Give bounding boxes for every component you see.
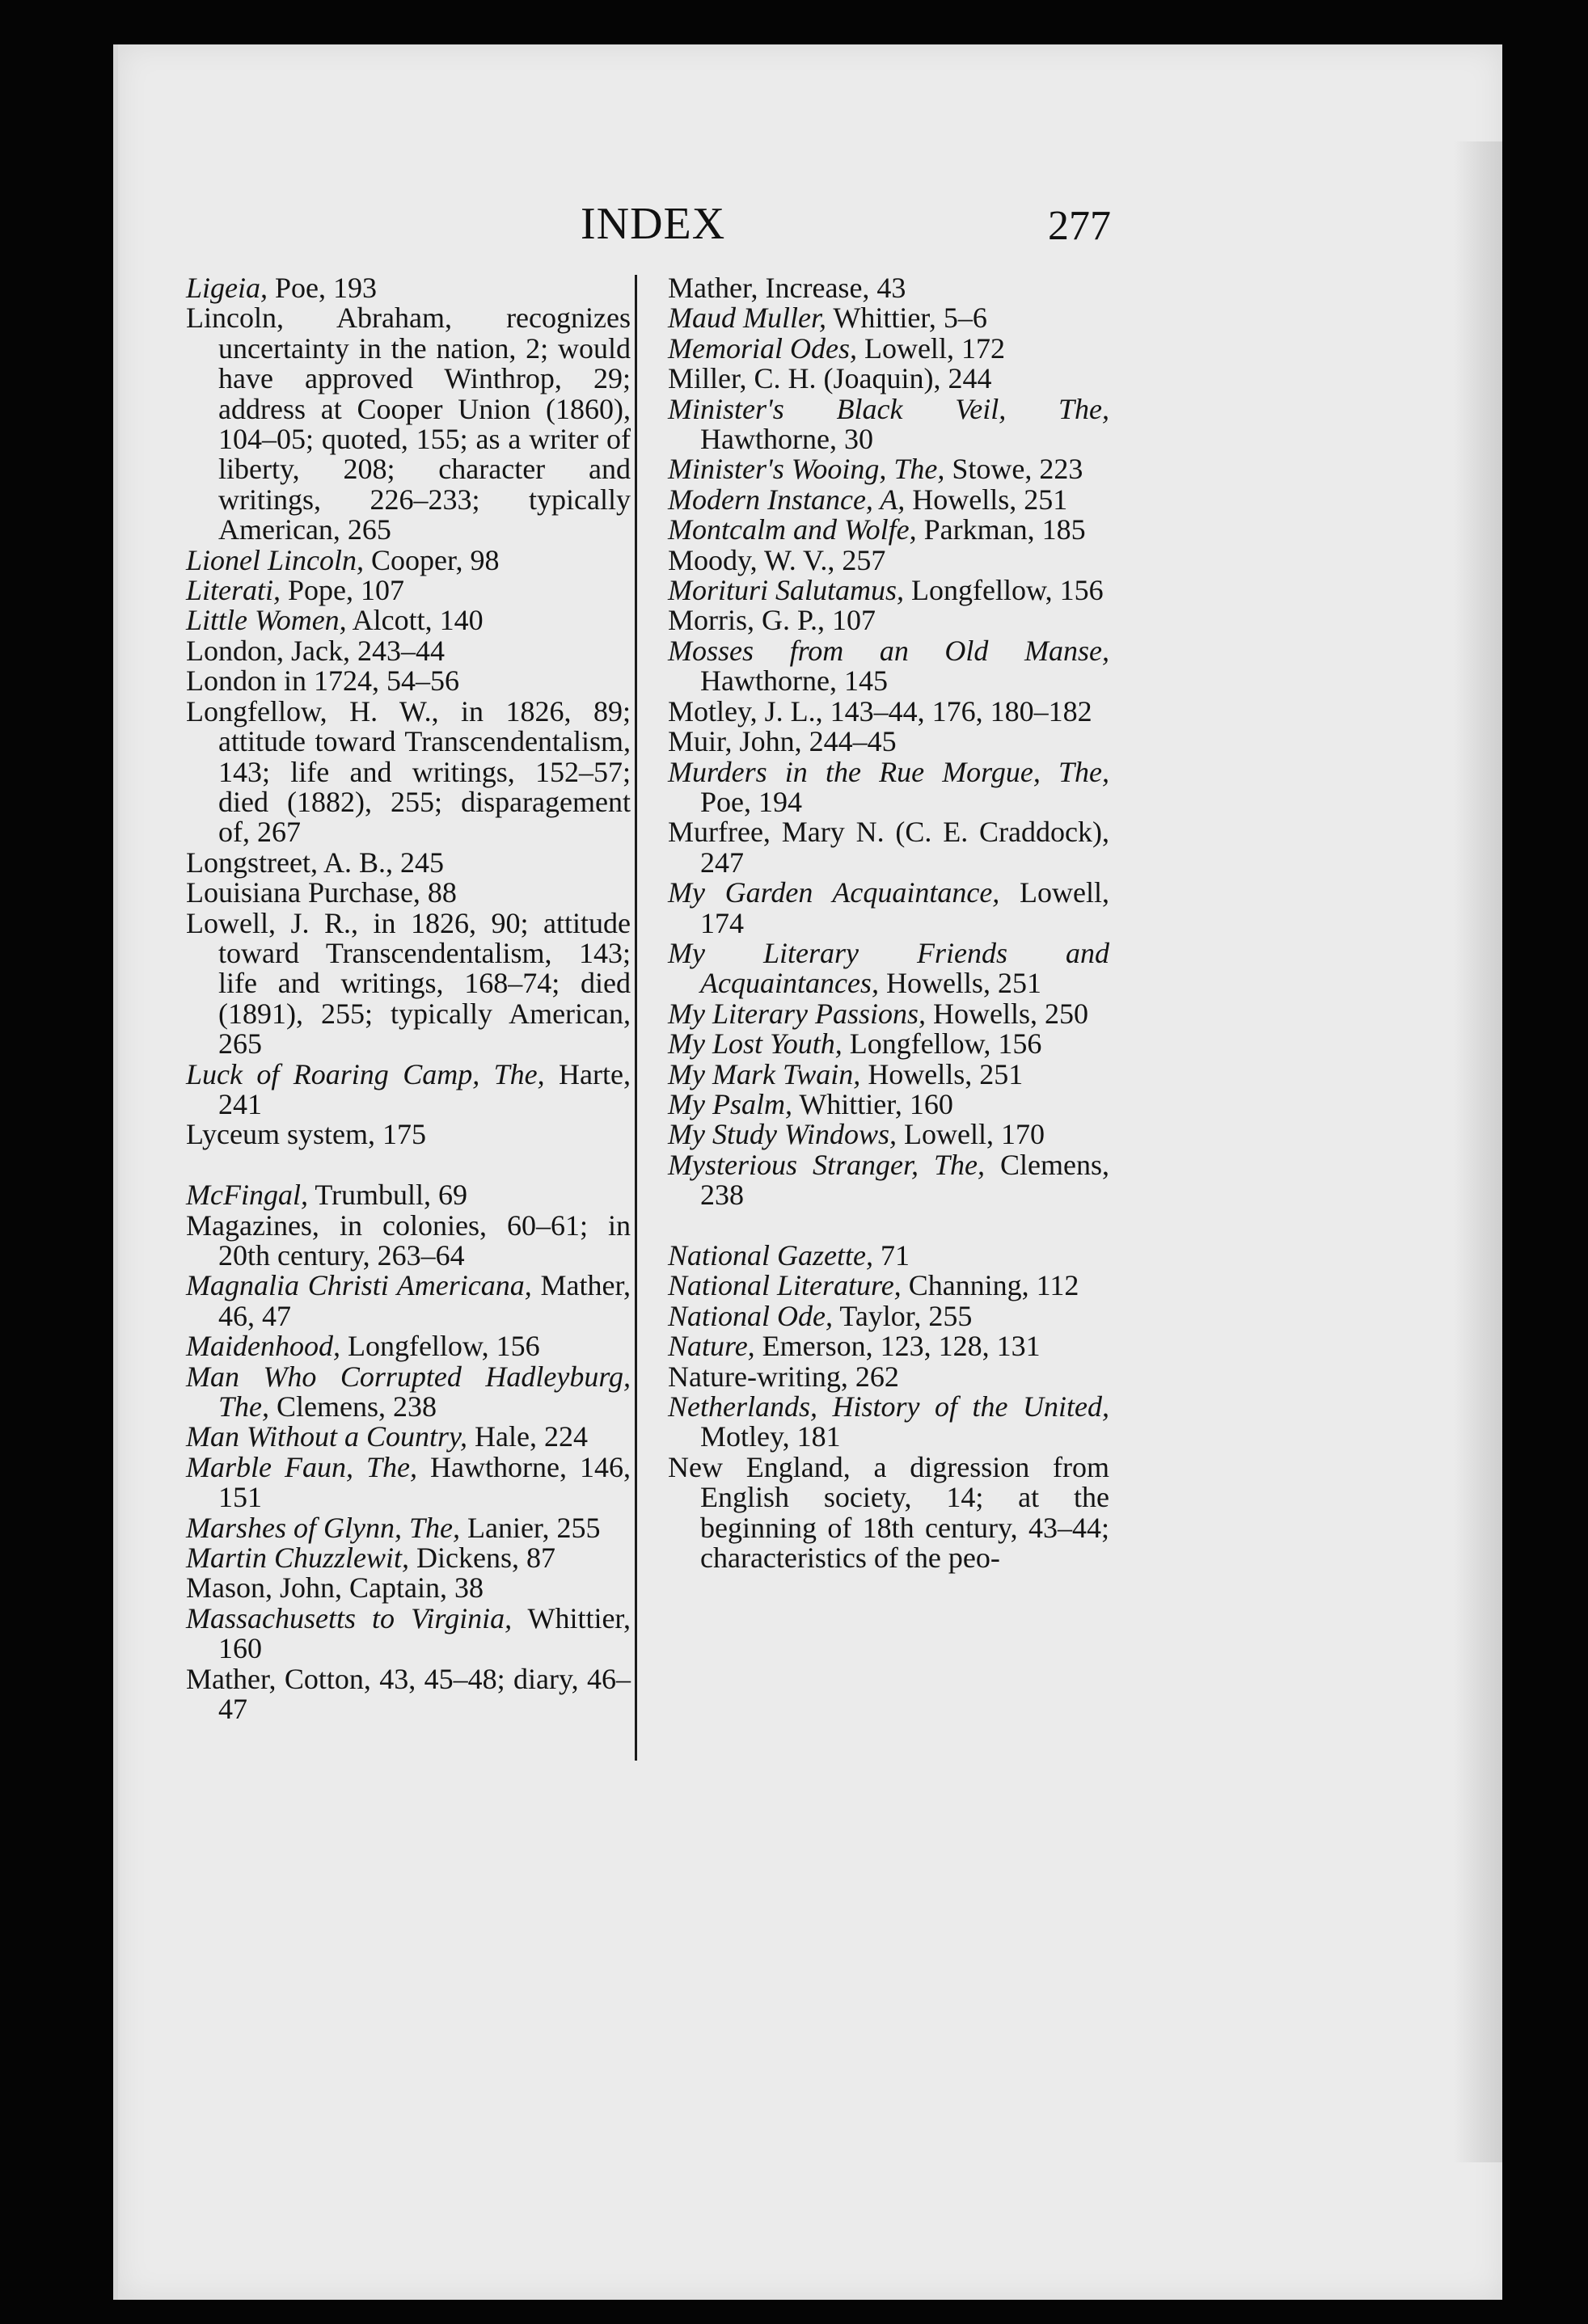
entry-text: Lowell, J. R., in 1826, 90; attitude toward Transcendentalism, 143; life and writings, 168–74; died (1891), 255; typically American, 265 [186, 906, 631, 1061]
entry-text: Whittier, 160 [218, 1601, 631, 1665]
entry-text: Hawthorne, 145 [700, 664, 888, 698]
entry-title: My Literary Passions, [668, 997, 926, 1030]
index-column-left [186, 273, 631, 1724]
entry-text: Stowe, 223 [944, 453, 1083, 486]
entry-title: My Garden Acquaintance, [668, 876, 1000, 909]
entry-text: Lowell, 172 [856, 331, 1005, 365]
index-entry [186, 1331, 631, 1361]
entry-text: 71 [873, 1238, 910, 1272]
index-entry [186, 1057, 631, 1120]
index-entry [186, 1573, 631, 1603]
entry-text: Mason, John, Captain, 38 [186, 1571, 484, 1605]
entry-text: Dickens, 87 [409, 1542, 555, 1575]
entry-text: Emerson, 123, 128, 131 [754, 1330, 1041, 1363]
entry-title: Literati, [186, 574, 281, 607]
index-entry [186, 1422, 631, 1452]
index-entry [668, 1150, 1109, 1211]
entry-title: Netherlands, History of the United, [668, 1390, 1109, 1424]
entry-title: Little Women, [186, 604, 347, 637]
entry-text: Howells, 251 [878, 967, 1041, 1000]
entry-title: My Literary Friends and Acquaintances, [668, 936, 1109, 1000]
index-entry [186, 1664, 631, 1725]
entry-text: Mather, Increase, 43 [668, 272, 906, 304]
entry-text: Harte, 241 [218, 1057, 631, 1120]
index-entry [668, 1087, 1109, 1120]
entry-title: My Lost Youth, [668, 1027, 843, 1061]
entry-text: Channing, 112 [901, 1269, 1079, 1302]
section-gap [186, 1150, 631, 1180]
entry-text: Muir, John, 244–45 [668, 725, 897, 758]
index-entry [186, 605, 631, 635]
entry-title: McFingal, [186, 1179, 308, 1212]
index-entry [668, 485, 1109, 515]
index-entry [668, 938, 1109, 999]
entry-title: My Psalm, [668, 1087, 792, 1120]
index-entry [668, 1392, 1109, 1453]
entry-title: My Study Windows, [668, 1118, 897, 1151]
index-entry [668, 1029, 1109, 1059]
entry-title: My Mark Twain, [668, 1057, 861, 1090]
entry-text: Longfellow, 156 [904, 574, 1104, 607]
entry-text: Howells, 251 [860, 1057, 1024, 1090]
column-divider [635, 275, 637, 1761]
entry-text: Pope, 107 [281, 574, 405, 607]
index-entry [668, 303, 1109, 333]
index-entry [186, 1543, 631, 1573]
index-entry [186, 576, 631, 605]
entry-title: Minister's Black Veil, The, [668, 392, 1109, 425]
index-entry [668, 1331, 1109, 1361]
index-entry [186, 878, 631, 908]
entry-title: Lionel Lincoln, [186, 543, 365, 576]
entry-text: Hawthorne, 146, 151 [218, 1450, 631, 1514]
entry-title: National Gazette, [668, 1238, 873, 1272]
entry-text: Clemens, 238 [269, 1390, 437, 1424]
entry-text: Lowell, 170 [896, 1118, 1045, 1151]
entry-text: Murfree, Mary N. (C. E. Craddock), 247 [668, 816, 1109, 879]
index-entry [186, 694, 631, 849]
entry-title: Man Without a Country, [186, 1420, 468, 1453]
index-entry [668, 757, 1109, 818]
index-entry [186, 636, 631, 666]
index-entry [186, 666, 631, 696]
entry-title: Martin Chuzzlewit, [186, 1542, 410, 1575]
entry-text: Mather, Cotton, 43, 45–48; diary, 46–47 [186, 1662, 631, 1726]
entry-text: Magazines, in colonies, 60–61; in 20th century, 263–64 [186, 1208, 631, 1272]
section-gap [668, 1211, 1109, 1241]
entry-title: Massachusetts to Virginia, [186, 1601, 513, 1634]
index-entry [186, 1513, 631, 1543]
index-entry [186, 1120, 631, 1149]
index-entry [186, 543, 631, 576]
index-entry [668, 273, 1109, 303]
entry-title: Montcalm and Wolfe, [668, 513, 917, 546]
index-entry [668, 727, 1109, 757]
index-entry [668, 454, 1109, 484]
entry-title: Modern Instance, A, [668, 483, 906, 516]
page-number: 277 [1048, 203, 1111, 249]
entry-title: Marshes of Glynn, The, [186, 1511, 460, 1544]
index-entry [186, 1450, 631, 1514]
index-entry [668, 694, 1109, 728]
index-entry [186, 906, 631, 1061]
entry-text: Longstreet, A. B., 245 [186, 846, 444, 879]
entry-text: Motley, 181 [700, 1420, 841, 1453]
index-entry [186, 1601, 631, 1665]
index-column-right [668, 273, 1109, 1573]
index-entry [668, 817, 1109, 878]
index-entry [668, 878, 1109, 938]
index-entry [668, 331, 1109, 365]
entry-text: Parkman, 185 [916, 513, 1086, 546]
entry-text: Hale, 224 [467, 1420, 588, 1453]
entry-text: Louisiana Purchase, 88 [186, 876, 457, 909]
index-entry [186, 1208, 631, 1272]
entry-text: Mather, 46, 47 [218, 1269, 631, 1332]
entry-title: Man Who Corrupted Hadleyburg, The, [186, 1360, 631, 1424]
entry-text: Longfellow, H. W., in 1826, 89; attitude toward Transcendentalism, 143; life and writings, 152–57; died (1882), 255; disparagement of, 267 [186, 694, 631, 849]
index-entry [668, 636, 1109, 697]
entry-text: Moody, W. V., 257 [668, 543, 886, 576]
entry-text: Longfellow, 156 [340, 1330, 540, 1363]
entry-title: Luck of Roaring Camp, The, [186, 1057, 545, 1090]
index-entry [668, 1238, 1109, 1272]
entry-text: Poe, 193 [268, 272, 378, 304]
entry-text: Hawthorne, 30 [700, 423, 873, 456]
entry-text: Alcott, 140 [346, 604, 484, 637]
entry-title: Ligeia, [186, 272, 268, 304]
entry-title: National Ode, [668, 1299, 833, 1332]
index-entry [668, 1301, 1109, 1331]
entry-title: Maidenhood, [186, 1330, 340, 1363]
index-entry [186, 273, 631, 303]
index-entry [668, 515, 1109, 545]
entry-text: Whittier, 5–6 [826, 302, 987, 335]
entry-title: National Literature, [668, 1269, 902, 1302]
entry-text: Lanier, 255 [459, 1511, 601, 1544]
entry-text: Clemens, 238 [700, 1148, 1109, 1212]
index-entry [186, 848, 631, 878]
index-entry [186, 303, 631, 545]
index-entry [668, 1271, 1109, 1301]
entry-title: Marble Faun, The, [186, 1450, 418, 1483]
index-entry [668, 1362, 1109, 1392]
entry-text: New England, a digression from English society, 14; at the beginning of 18th century, 43–44; characteristics of the peo- [668, 1450, 1109, 1575]
index-entry [668, 576, 1109, 605]
entry-text: Miller, C. H. (Joaquin), 244 [668, 362, 992, 395]
page-edge-shadow [1454, 141, 1502, 2162]
entry-text: Lincoln, Abraham, recognizes uncertainty in the nation, 2; would have approved Winthrop, 29; address at Cooper Union (1860), 104–05; quoted, 155; as a writer of liberty, 208; character and writings, 226–233; typically American, 265 [186, 302, 631, 546]
index-entry [668, 1120, 1109, 1149]
entry-title: Minister's Wooing, The, [668, 453, 945, 486]
running-head: INDEX [581, 199, 726, 249]
index-entry [668, 543, 1109, 576]
index-entry [186, 1271, 631, 1331]
entry-title: Maud Muller, [668, 302, 826, 335]
entry-text: Trumbull, 69 [307, 1179, 468, 1212]
entry-text: Cooper, 98 [364, 543, 500, 576]
entry-text: London, Jack, 243–44 [186, 634, 445, 667]
entry-title: Murders in the Rue Morgue, The, [668, 755, 1109, 788]
index-entry [668, 1450, 1109, 1575]
entry-text: London in 1724, 54–56 [186, 664, 459, 698]
entry-text: Morris, G. P., 107 [668, 604, 876, 637]
index-entry [668, 364, 1109, 394]
entry-text: Lyceum system, 175 [186, 1118, 426, 1151]
entry-text: Whittier, 160 [792, 1087, 953, 1120]
entry-title: Morituri Salutamus, [668, 574, 905, 607]
entry-title: Mosses from an Old Manse, [668, 634, 1109, 667]
entry-text: Nature-writing, 262 [668, 1360, 899, 1393]
index-entry [668, 1057, 1109, 1090]
entry-title: Memorial Odes, [668, 331, 857, 365]
index-entry [668, 394, 1109, 455]
entry-text: Lowell, 174 [700, 876, 1109, 939]
entry-title: Magnalia Christi Americana, [186, 1269, 532, 1302]
index-entry [668, 605, 1109, 635]
entry-title: Mysterious Stranger, The, [668, 1148, 985, 1181]
entry-text: Howells, 251 [905, 483, 1068, 516]
index-entry [186, 1362, 631, 1423]
entry-title: Nature, [668, 1330, 755, 1363]
entry-text: Longfellow, 156 [842, 1027, 1042, 1061]
entry-text: Poe, 194 [700, 785, 802, 818]
entry-text: Taylor, 255 [833, 1299, 973, 1332]
index-entry [668, 999, 1109, 1029]
entry-text: Motley, J. L., 143–44, 176, 180–182 [668, 694, 1092, 728]
index-entry [186, 1180, 631, 1210]
entry-text: Howells, 250 [926, 997, 1088, 1030]
